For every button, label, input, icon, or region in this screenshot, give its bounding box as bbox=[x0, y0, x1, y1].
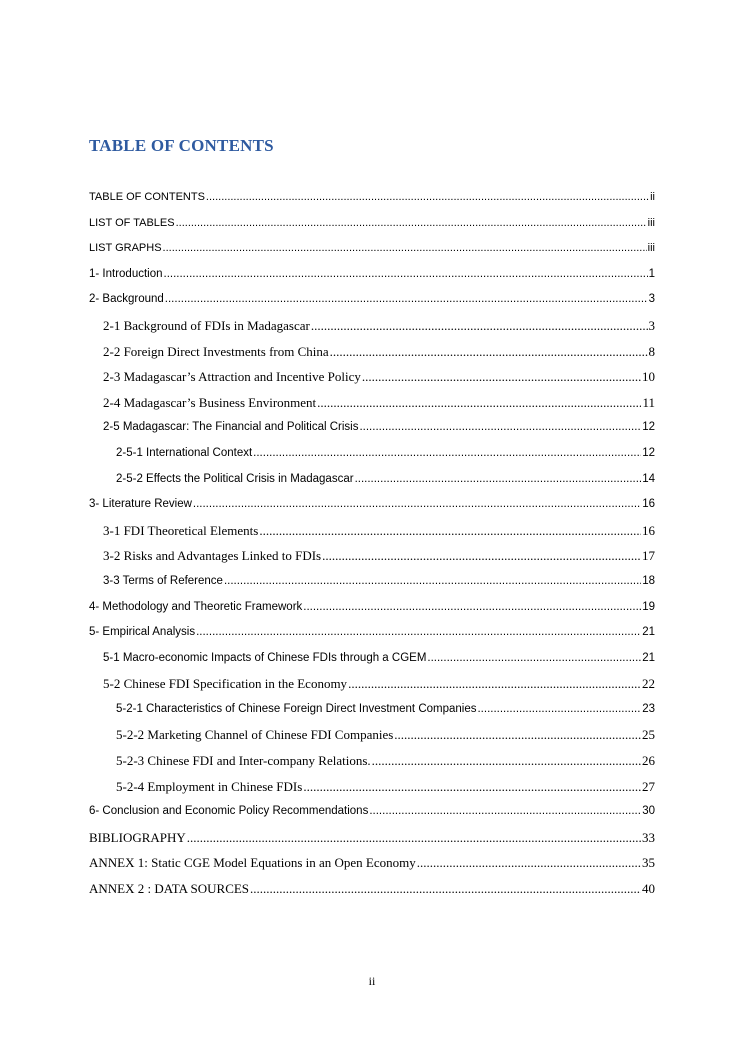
toc-entry-title: 2-4 Madagascar’s Business Environment bbox=[103, 394, 317, 410]
toc-entry[interactable] bbox=[89, 236, 655, 262]
toc-entry-page: 16 bbox=[642, 522, 655, 538]
toc-entry-page: 12 bbox=[642, 421, 655, 434]
dot-leader bbox=[372, 748, 641, 774]
toc-entry[interactable] bbox=[89, 620, 655, 646]
toc-entry[interactable] bbox=[89, 339, 655, 365]
toc-entry[interactable] bbox=[89, 262, 655, 288]
toc-entry[interactable] bbox=[89, 415, 655, 441]
toc-list bbox=[89, 185, 655, 902]
dot-leader bbox=[193, 492, 641, 518]
dot-leader bbox=[165, 287, 648, 313]
toc-entry-page: iii bbox=[647, 242, 655, 255]
toc-entry-title: TABLE OF CONTENTS bbox=[89, 191, 205, 203]
dot-leader bbox=[369, 799, 641, 825]
toc-entry-page: 3 bbox=[648, 317, 655, 333]
toc-entry-page: 10 bbox=[642, 369, 655, 385]
toc-entry-title: 1- Introduction bbox=[89, 267, 163, 280]
toc-entry[interactable] bbox=[89, 825, 655, 851]
dot-leader bbox=[317, 390, 641, 416]
toc-entry-page: 25 bbox=[642, 727, 655, 743]
toc-entry-title: BIBLIOGRAPHY bbox=[89, 829, 186, 845]
toc-entry-page: 23 bbox=[642, 702, 655, 715]
toc-entry-title: LIST GRAPHS bbox=[89, 242, 162, 255]
toc-entry[interactable] bbox=[89, 671, 655, 697]
toc-entry[interactable] bbox=[89, 799, 655, 825]
dot-leader bbox=[311, 313, 648, 339]
toc-entry-page: 26 bbox=[642, 753, 655, 769]
toc-entry-page: 18 bbox=[642, 574, 655, 587]
toc-entry[interactable] bbox=[89, 185, 655, 211]
toc-entry-title: ANNEX 2 : DATA SOURCES bbox=[89, 881, 250, 897]
dot-leader bbox=[359, 415, 641, 441]
dot-leader bbox=[303, 774, 641, 800]
toc-entry-title: 5-1 Macro-economic Impacts of Chinese FDIs through a CGEM bbox=[103, 651, 427, 664]
toc-entry-title: 2-5 Madagascar: The Financial and Political Crisis bbox=[103, 421, 359, 434]
toc-entry-page: 33 bbox=[642, 829, 655, 845]
dot-leader bbox=[163, 236, 647, 262]
dot-leader bbox=[224, 569, 641, 595]
toc-entry-title: 3-2 Risks and Advantages Linked to FDIs bbox=[103, 548, 322, 564]
toc-entry-title: ANNEX 1: Static CGE Model Equations in an Open Economy bbox=[89, 855, 416, 871]
toc-entry[interactable] bbox=[89, 364, 655, 390]
toc-entry-page: 21 bbox=[642, 651, 655, 664]
dot-leader bbox=[303, 595, 641, 621]
toc-entry-title: 2-2 Foreign Direct Investments from China bbox=[103, 343, 329, 359]
toc-entry-page: 1 bbox=[648, 267, 655, 280]
toc-entry[interactable] bbox=[89, 492, 655, 518]
toc-entry[interactable] bbox=[89, 697, 655, 723]
toc-entry[interactable] bbox=[89, 313, 655, 339]
toc-entry[interactable] bbox=[89, 390, 655, 416]
toc-entry-title: 5-2-4 Employment in Chinese FDIs bbox=[116, 778, 303, 794]
dot-leader bbox=[164, 262, 648, 288]
dot-leader bbox=[362, 364, 641, 390]
toc-entry-title: 3- Literature Review bbox=[89, 498, 192, 511]
toc-entry-title: 4- Methodology and Theoretic Framework bbox=[89, 600, 303, 613]
toc-entry-page: 27 bbox=[642, 778, 655, 794]
toc-entry[interactable] bbox=[89, 467, 655, 493]
toc-entry-page: 19 bbox=[642, 600, 655, 613]
toc-entry-title: 3-1 FDI Theoretical Elements bbox=[103, 522, 259, 538]
dot-leader bbox=[417, 850, 641, 876]
dot-leader bbox=[176, 211, 647, 237]
toc-entry[interactable] bbox=[89, 211, 655, 237]
toc-entry-page: 35 bbox=[642, 855, 655, 871]
toc-entry-title: 6- Conclusion and Economic Policy Recommendations bbox=[89, 805, 369, 818]
dot-leader bbox=[206, 185, 649, 211]
toc-entry-page: 8 bbox=[648, 343, 655, 359]
dot-leader bbox=[259, 518, 641, 544]
dot-leader bbox=[348, 671, 641, 697]
toc-entry-page: 22 bbox=[642, 676, 655, 692]
dot-leader bbox=[187, 825, 641, 851]
dot-leader bbox=[253, 441, 641, 467]
toc-entry-page: iii bbox=[647, 216, 655, 229]
toc-entry-title: 2-5-2 Effects the Political Crisis in Madagascar bbox=[116, 472, 354, 485]
dot-leader bbox=[427, 646, 641, 672]
toc-entry-title: LIST OF TABLES bbox=[89, 216, 175, 229]
dot-leader bbox=[250, 876, 641, 902]
toc-entry-title: 5-2-1 Characteristics of Chinese Foreign Direct Investment Companies bbox=[116, 702, 477, 715]
dot-leader bbox=[196, 620, 641, 646]
toc-entry-title: 5-2-2 Marketing Channel of Chinese FDI Companies bbox=[116, 727, 394, 743]
toc-entry-title: 2-1 Background of FDIs in Madagascar bbox=[103, 317, 310, 333]
dot-leader bbox=[330, 339, 648, 365]
toc-entry-title: 2-5-1 International Context bbox=[116, 446, 253, 459]
toc-entry-page: 12 bbox=[642, 446, 655, 459]
toc-entry[interactable] bbox=[89, 518, 655, 544]
toc-entry-page: 30 bbox=[642, 805, 655, 818]
toc-entry-title: 5-2-3 Chinese FDI and Inter-company Relations. bbox=[116, 753, 371, 769]
toc-entry-page: 16 bbox=[642, 498, 655, 511]
toc-entry-title: 5- Empirical Analysis bbox=[89, 626, 196, 639]
toc-entry-title: 3-3 Terms of Reference bbox=[103, 574, 223, 587]
dot-leader bbox=[322, 543, 641, 569]
dot-leader bbox=[477, 697, 641, 723]
toc-entry-page: 17 bbox=[642, 548, 655, 564]
toc-entry-title: 2-3 Madagascar’s Attraction and Incentive Policy bbox=[103, 369, 361, 385]
toc-entry-page: 14 bbox=[642, 472, 655, 485]
toc-entry[interactable] bbox=[89, 569, 655, 595]
dot-leader bbox=[394, 722, 641, 748]
toc-entry[interactable] bbox=[89, 595, 655, 621]
toc-entry-page: 40 bbox=[642, 881, 655, 897]
dot-leader bbox=[355, 467, 642, 493]
toc-entry-page: 11 bbox=[642, 394, 655, 410]
toc-entry-page: ii bbox=[650, 191, 655, 203]
toc-entry-title: 2- Background bbox=[89, 293, 164, 306]
toc-entry[interactable] bbox=[89, 748, 655, 774]
toc-entry[interactable] bbox=[89, 646, 655, 672]
toc-entry[interactable] bbox=[89, 850, 655, 876]
toc-entry-page: 21 bbox=[642, 626, 655, 639]
toc-heading: TABLE OF CONTENTS bbox=[89, 136, 274, 155]
page-number: ii bbox=[368, 974, 376, 988]
toc-entry[interactable] bbox=[89, 722, 655, 748]
toc-entry[interactable] bbox=[89, 287, 655, 313]
toc-entry-page: 3 bbox=[648, 293, 655, 306]
toc-entry[interactable] bbox=[89, 441, 655, 467]
toc-entry[interactable] bbox=[89, 774, 655, 800]
toc-entry[interactable] bbox=[89, 543, 655, 569]
toc-entry[interactable] bbox=[89, 876, 655, 902]
toc-entry-title: 5-2 Chinese FDI Specification in the Economy bbox=[103, 676, 348, 692]
